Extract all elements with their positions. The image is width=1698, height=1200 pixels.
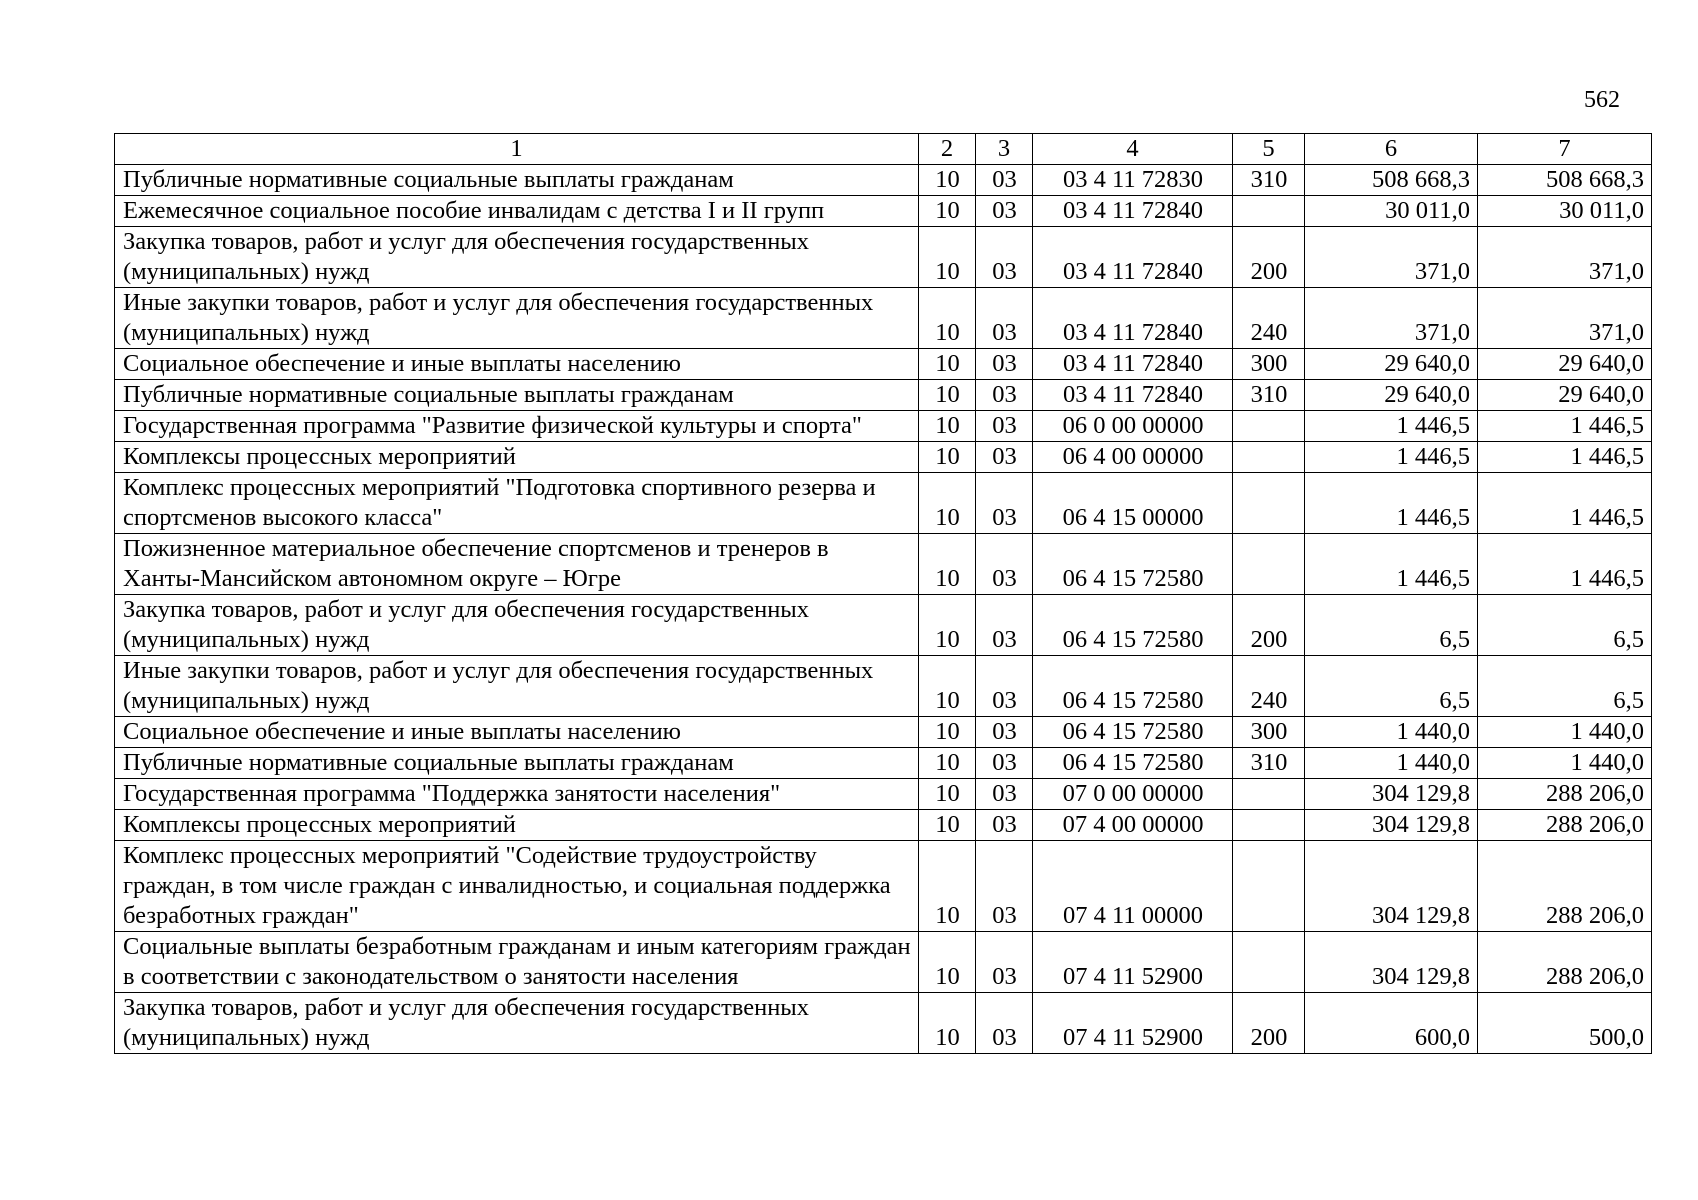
column-header: 5 bbox=[1233, 134, 1305, 165]
subsection-cell: 03 bbox=[976, 411, 1033, 442]
subsection-cell: 03 bbox=[976, 993, 1033, 1054]
amount-col7-cell: 30 011,0 bbox=[1478, 196, 1652, 227]
table-row bbox=[115, 748, 1652, 779]
row-name-cell: Пожизненное материальное обеспечение спортсменов и тренеров в Ханты-Мансийском автономном округе – Югре bbox=[115, 534, 919, 595]
expense-type-cell bbox=[1233, 411, 1305, 442]
target-article-cell: 07 4 11 52900 bbox=[1033, 993, 1233, 1054]
column-header: 4 bbox=[1033, 134, 1233, 165]
expense-type-cell bbox=[1233, 841, 1305, 932]
target-article-cell: 03 4 11 72840 bbox=[1033, 288, 1233, 349]
subsection-cell: 03 bbox=[976, 473, 1033, 534]
amount-col6-cell: 371,0 bbox=[1305, 288, 1478, 349]
amount-col7-cell: 1 446,5 bbox=[1478, 411, 1652, 442]
subsection-cell: 03 bbox=[976, 717, 1033, 748]
section-cell: 10 bbox=[919, 442, 976, 473]
amount-col6-cell: 1 446,5 bbox=[1305, 534, 1478, 595]
amount-col7-cell: 1 446,5 bbox=[1478, 442, 1652, 473]
column-header: 2 bbox=[919, 134, 976, 165]
section-cell: 10 bbox=[919, 932, 976, 993]
subsection-cell: 03 bbox=[976, 442, 1033, 473]
amount-col7-cell: 1 440,0 bbox=[1478, 748, 1652, 779]
row-name-cell: Государственная программа "Поддержка занятости населения" bbox=[115, 779, 919, 810]
amount-col6-cell: 304 129,8 bbox=[1305, 932, 1478, 993]
expense-type-cell: 300 bbox=[1233, 717, 1305, 748]
column-header: 7 bbox=[1478, 134, 1652, 165]
subsection-cell: 03 bbox=[976, 288, 1033, 349]
amount-col7-cell: 371,0 bbox=[1478, 288, 1652, 349]
section-cell: 10 bbox=[919, 810, 976, 841]
table-row bbox=[115, 196, 1652, 227]
table-row bbox=[115, 411, 1652, 442]
row-name-cell: Закупка товаров, работ и услуг для обеспечения государственных (муниципальных) нужд bbox=[115, 227, 919, 288]
amount-col7-cell: 500,0 bbox=[1478, 993, 1652, 1054]
row-name-cell: Комплексы процессных мероприятий bbox=[115, 810, 919, 841]
amount-col7-cell: 288 206,0 bbox=[1478, 932, 1652, 993]
target-article-cell: 06 4 00 00000 bbox=[1033, 442, 1233, 473]
expense-type-cell: 310 bbox=[1233, 748, 1305, 779]
amount-col6-cell: 29 640,0 bbox=[1305, 349, 1478, 380]
expense-type-cell: 240 bbox=[1233, 656, 1305, 717]
section-cell: 10 bbox=[919, 380, 976, 411]
section-cell: 10 bbox=[919, 595, 976, 656]
table-row bbox=[115, 380, 1652, 411]
row-name-cell: Публичные нормативные социальные выплаты гражданам bbox=[115, 380, 919, 411]
subsection-cell: 03 bbox=[976, 380, 1033, 411]
amount-col7-cell: 6,5 bbox=[1478, 595, 1652, 656]
row-name-cell: Комплекс процессных мероприятий "Содействие трудоустройству граждан, в том числе граждан с инвалидностью, и социальная поддержка безработных граждан" bbox=[115, 841, 919, 932]
section-cell: 10 bbox=[919, 779, 976, 810]
subsection-cell: 03 bbox=[976, 196, 1033, 227]
subsection-cell: 03 bbox=[976, 748, 1033, 779]
amount-col6-cell: 1 440,0 bbox=[1305, 748, 1478, 779]
table-row bbox=[115, 349, 1652, 380]
row-name-cell: Публичные нормативные социальные выплаты гражданам bbox=[115, 748, 919, 779]
amount-col7-cell: 29 640,0 bbox=[1478, 380, 1652, 411]
column-header: 3 bbox=[976, 134, 1033, 165]
amount-col6-cell: 304 129,8 bbox=[1305, 810, 1478, 841]
table-row bbox=[115, 227, 1652, 288]
target-article-cell: 06 4 15 72580 bbox=[1033, 656, 1233, 717]
amount-col7-cell: 288 206,0 bbox=[1478, 810, 1652, 841]
table-row bbox=[115, 717, 1652, 748]
table-row bbox=[115, 810, 1652, 841]
amount-col7-cell: 6,5 bbox=[1478, 656, 1652, 717]
amount-col7-cell: 508 668,3 bbox=[1478, 165, 1652, 196]
table-row bbox=[115, 595, 1652, 656]
expense-type-cell bbox=[1233, 932, 1305, 993]
amount-col6-cell: 1 440,0 bbox=[1305, 717, 1478, 748]
amount-col7-cell: 371,0 bbox=[1478, 227, 1652, 288]
column-header: 1 bbox=[115, 134, 919, 165]
table-row bbox=[115, 288, 1652, 349]
expense-type-cell: 200 bbox=[1233, 993, 1305, 1054]
subsection-cell: 03 bbox=[976, 841, 1033, 932]
column-header: 6 bbox=[1305, 134, 1478, 165]
target-article-cell: 03 4 11 72840 bbox=[1033, 227, 1233, 288]
budget-table-body bbox=[115, 134, 1652, 1054]
row-name-cell: Социальное обеспечение и иные выплаты населению bbox=[115, 717, 919, 748]
expense-type-cell bbox=[1233, 442, 1305, 473]
subsection-cell: 03 bbox=[976, 165, 1033, 196]
table-row bbox=[115, 932, 1652, 993]
section-cell: 10 bbox=[919, 534, 976, 595]
row-name-cell: Публичные нормативные социальные выплаты гражданам bbox=[115, 165, 919, 196]
expense-type-cell: 300 bbox=[1233, 349, 1305, 380]
target-article-cell: 06 0 00 00000 bbox=[1033, 411, 1233, 442]
section-cell: 10 bbox=[919, 748, 976, 779]
table-row bbox=[115, 841, 1652, 932]
row-name-cell: Закупка товаров, работ и услуг для обеспечения государственных (муниципальных) нужд bbox=[115, 993, 919, 1054]
expense-type-cell: 310 bbox=[1233, 380, 1305, 411]
subsection-cell: 03 bbox=[976, 932, 1033, 993]
table-row bbox=[115, 165, 1652, 196]
subsection-cell: 03 bbox=[976, 779, 1033, 810]
expense-type-cell bbox=[1233, 534, 1305, 595]
amount-col7-cell: 1 446,5 bbox=[1478, 534, 1652, 595]
target-article-cell: 03 4 11 72840 bbox=[1033, 380, 1233, 411]
section-cell: 10 bbox=[919, 288, 976, 349]
row-name-cell: Комплексы процессных мероприятий bbox=[115, 442, 919, 473]
section-cell: 10 bbox=[919, 227, 976, 288]
target-article-cell: 07 4 11 00000 bbox=[1033, 841, 1233, 932]
target-article-cell: 06 4 15 72580 bbox=[1033, 534, 1233, 595]
page-number: 562 bbox=[1584, 87, 1620, 113]
table-row bbox=[115, 473, 1652, 534]
row-name-cell: Иные закупки товаров, работ и услуг для обеспечения государственных (муниципальных) нужд bbox=[115, 656, 919, 717]
row-name-cell: Социальные выплаты безработным гражданам и иным категориям граждан в соответствии с законодательством о занятости населения bbox=[115, 932, 919, 993]
row-name-cell: Закупка товаров, работ и услуг для обеспечения государственных (муниципальных) нужд bbox=[115, 595, 919, 656]
amount-col6-cell: 1 446,5 bbox=[1305, 411, 1478, 442]
expense-type-cell: 240 bbox=[1233, 288, 1305, 349]
expense-type-cell: 200 bbox=[1233, 595, 1305, 656]
row-name-cell: Ежемесячное социальное пособие инвалидам с детства I и II групп bbox=[115, 196, 919, 227]
row-name-cell: Иные закупки товаров, работ и услуг для обеспечения государственных (муниципальных) нужд bbox=[115, 288, 919, 349]
amount-col6-cell: 304 129,8 bbox=[1305, 841, 1478, 932]
target-article-cell: 03 4 11 72840 bbox=[1033, 196, 1233, 227]
section-cell: 10 bbox=[919, 165, 976, 196]
amount-col7-cell: 288 206,0 bbox=[1478, 779, 1652, 810]
amount-col7-cell: 1 446,5 bbox=[1478, 473, 1652, 534]
expense-type-cell bbox=[1233, 810, 1305, 841]
table-row bbox=[115, 534, 1652, 595]
section-cell: 10 bbox=[919, 411, 976, 442]
amount-col7-cell: 29 640,0 bbox=[1478, 349, 1652, 380]
amount-col6-cell: 30 011,0 bbox=[1305, 196, 1478, 227]
target-article-cell: 03 4 11 72840 bbox=[1033, 349, 1233, 380]
section-cell: 10 bbox=[919, 349, 976, 380]
amount-col6-cell: 6,5 bbox=[1305, 656, 1478, 717]
section-cell: 10 bbox=[919, 196, 976, 227]
section-cell: 10 bbox=[919, 656, 976, 717]
expense-type-cell bbox=[1233, 473, 1305, 534]
amount-col6-cell: 508 668,3 bbox=[1305, 165, 1478, 196]
target-article-cell: 06 4 15 72580 bbox=[1033, 595, 1233, 656]
subsection-cell: 03 bbox=[976, 227, 1033, 288]
subsection-cell: 03 bbox=[976, 810, 1033, 841]
section-cell: 10 bbox=[919, 841, 976, 932]
amount-col6-cell: 304 129,8 bbox=[1305, 779, 1478, 810]
table-row bbox=[115, 993, 1652, 1054]
table-row bbox=[115, 656, 1652, 717]
amount-col6-cell: 6,5 bbox=[1305, 595, 1478, 656]
amount-col6-cell: 600,0 bbox=[1305, 993, 1478, 1054]
target-article-cell: 07 4 11 52900 bbox=[1033, 932, 1233, 993]
expense-type-cell bbox=[1233, 779, 1305, 810]
amount-col6-cell: 29 640,0 bbox=[1305, 380, 1478, 411]
expense-type-cell: 310 bbox=[1233, 165, 1305, 196]
subsection-cell: 03 bbox=[976, 349, 1033, 380]
amount-col6-cell: 1 446,5 bbox=[1305, 442, 1478, 473]
target-article-cell: 07 4 00 00000 bbox=[1033, 810, 1233, 841]
target-article-cell: 03 4 11 72830 bbox=[1033, 165, 1233, 196]
budget-table bbox=[114, 133, 1652, 1054]
amount-col7-cell: 1 440,0 bbox=[1478, 717, 1652, 748]
section-cell: 10 bbox=[919, 717, 976, 748]
row-name-cell: Социальное обеспечение и иные выплаты населению bbox=[115, 349, 919, 380]
target-article-cell: 06 4 15 72580 bbox=[1033, 717, 1233, 748]
row-name-cell: Государственная программа "Развитие физической культуры и спорта" bbox=[115, 411, 919, 442]
amount-col6-cell: 1 446,5 bbox=[1305, 473, 1478, 534]
amount-col7-cell: 288 206,0 bbox=[1478, 841, 1652, 932]
table-row bbox=[115, 442, 1652, 473]
target-article-cell: 06 4 15 72580 bbox=[1033, 748, 1233, 779]
subsection-cell: 03 bbox=[976, 656, 1033, 717]
target-article-cell: 06 4 15 00000 bbox=[1033, 473, 1233, 534]
expense-type-cell: 200 bbox=[1233, 227, 1305, 288]
target-article-cell: 07 0 00 00000 bbox=[1033, 779, 1233, 810]
section-cell: 10 bbox=[919, 473, 976, 534]
expense-type-cell bbox=[1233, 196, 1305, 227]
table-row bbox=[115, 779, 1652, 810]
table-header-row bbox=[115, 134, 1652, 165]
subsection-cell: 03 bbox=[976, 595, 1033, 656]
amount-col6-cell: 371,0 bbox=[1305, 227, 1478, 288]
row-name-cell: Комплекс процессных мероприятий "Подготовка спортивного резерва и спортсменов высокого класса" bbox=[115, 473, 919, 534]
subsection-cell: 03 bbox=[976, 534, 1033, 595]
section-cell: 10 bbox=[919, 993, 976, 1054]
